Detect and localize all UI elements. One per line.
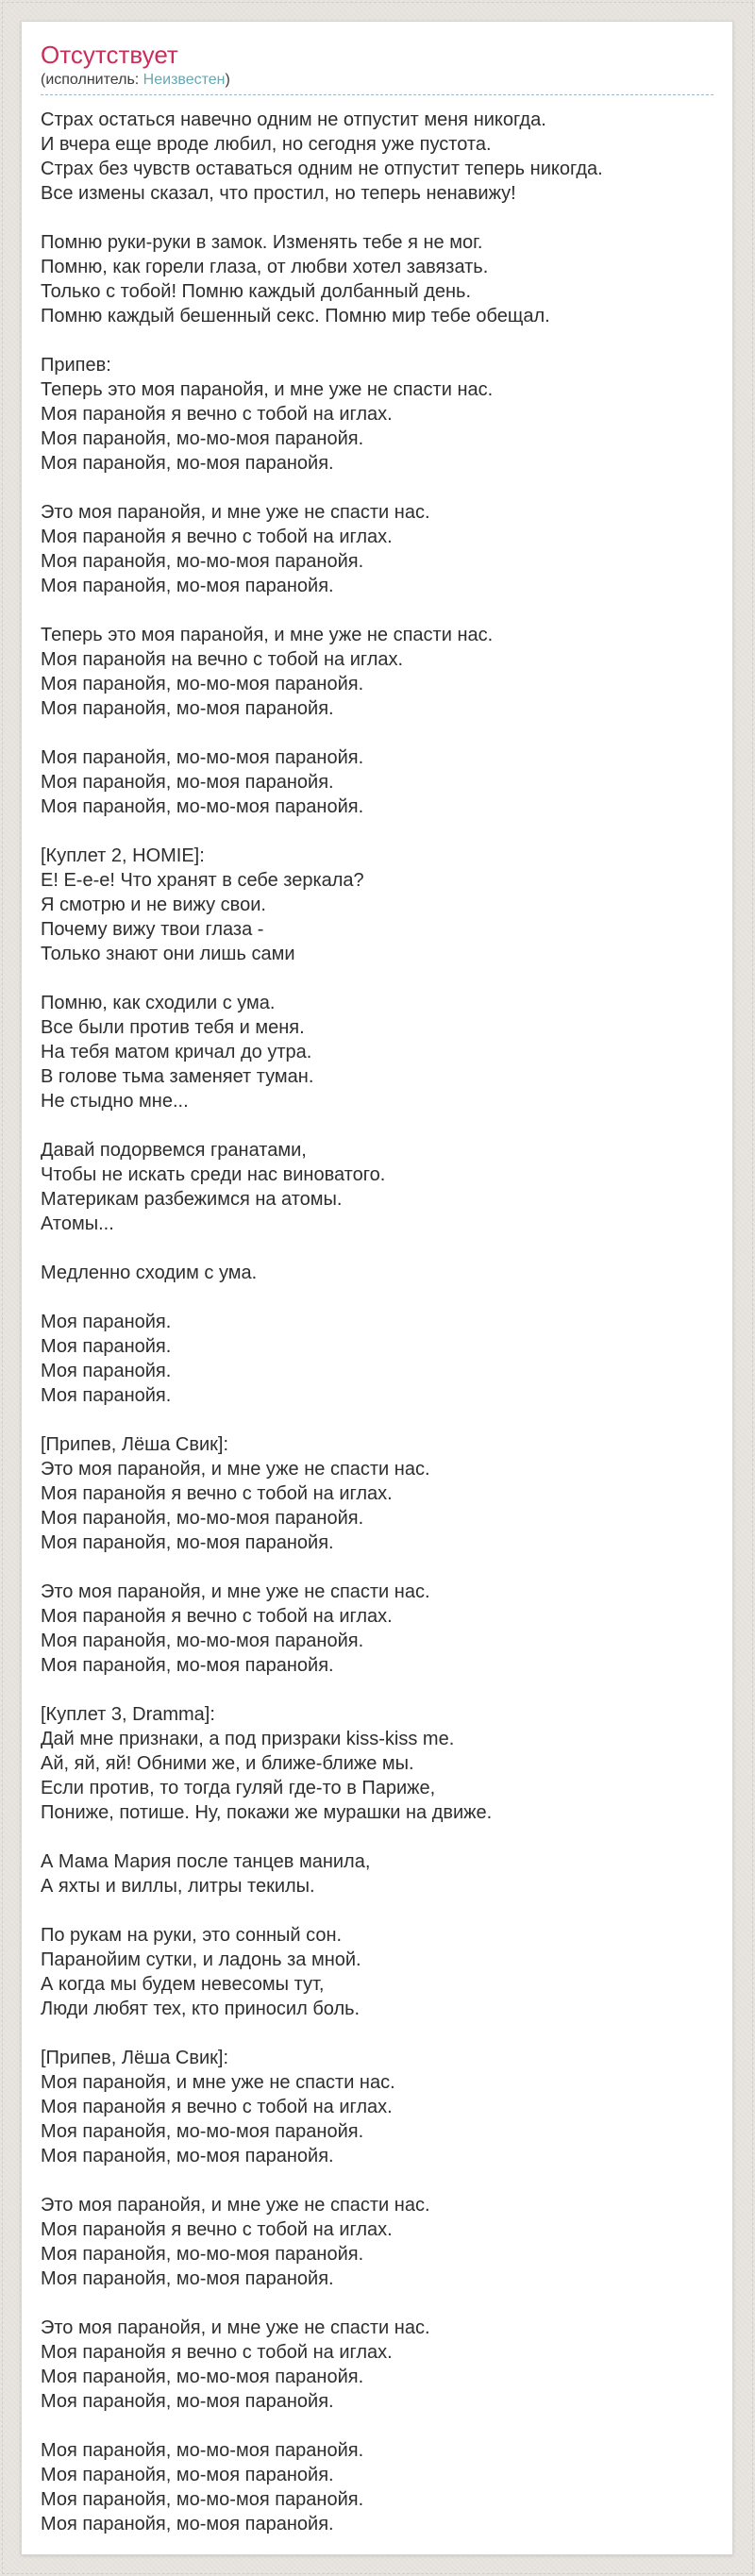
artist-label: (исполнитель: xyxy=(41,72,143,88)
artist-close-paren: ) xyxy=(225,72,230,88)
stanza: Теперь это моя паранойя, и мне уже не спасти нас. Моя паранойя на вечно с тобой на иглах. Моя паранойя, мо-мо-моя паранойя. Моя паранойя, мо-моя паранойя. xyxy=(41,625,494,719)
stanza: [Припев, Лёша Свик]: Это моя паранойя, и мне уже не спасти нас. Моя паранойя я вечно с тобой на иглах. Моя паранойя, мо-мо-моя паранойя. Моя паранойя, мо-моя паранойя. xyxy=(41,1434,430,1553)
stanza: Это моя паранойя, и мне уже не спасти нас. Моя паранойя я вечно с тобой на иглах. Моя паранойя, мо-мо-моя паранойя. Моя паранойя, мо-моя паранойя. xyxy=(41,2317,430,2412)
header-divider xyxy=(41,94,713,95)
stanza: А Мама Мария после танцев манила, А яхты и виллы, литры текилы. xyxy=(41,1851,371,1897)
stanza: Моя паранойя. Моя паранойя. Моя паранойя. Моя паранойя. xyxy=(41,1312,172,1406)
stanza: Это моя паранойя, и мне уже не спасти нас. Моя паранойя я вечно с тобой на иглах. Моя паранойя, мо-мо-моя паранойя. Моя паранойя, мо-моя паранойя. xyxy=(41,502,430,596)
stanza: Припев: Теперь это моя паранойя, и мне уже не спасти нас. Моя паранойя я вечно с тобой на иглах. Моя паранойя, мо-мо-моя паранойя. Моя паранойя, мо-моя паранойя. xyxy=(41,355,494,474)
stanza: [Припев, Лёша Свик]: Моя паранойя, и мне уже не спасти нас. Моя паранойя я вечно с тобой на иглах. Моя паранойя, мо-мо-моя паранойя. Моя паранойя, мо-моя паранойя. xyxy=(41,2048,395,2166)
lyrics-card xyxy=(21,21,733,2555)
stanza: Давай подорвемся гранатами, Чтобы не искать среди нас виноватого. Материкам разбежимся на атомы. Атомы... xyxy=(41,1140,386,1234)
stanza: Помню руки-руки в замок. Изменять тебе я не мог. Помню, как горели глаза, от любви хотел завязать. Только с тобой! Помню каждый долбанный день. Помню каждый бешенный секс. Помню мир тебе обещал. xyxy=(41,232,550,326)
artist-link[interactable]: Неизвестен xyxy=(143,72,226,88)
artist-line xyxy=(41,71,713,90)
stanza: Медленно сходим с ума. xyxy=(41,1263,258,1283)
song-title: Отсутствует xyxy=(41,41,178,69)
stanza: Страх остаться навечно одним не отпустит меня никогда. И вчера еще вроде любил, но сегодня уже пустота. Страх без чувств оставаться одним не отпустит теперь никогда. Все измены сказал, что простил, но теперь ненавижу! xyxy=(41,109,603,204)
stanza: Моя паранойя, мо-мо-моя паранойя. Моя паранойя, мо-моя паранойя. Моя паранойя, мо-мо-моя паранойя. Моя паранойя, мо-моя паранойя. xyxy=(41,2440,364,2534)
stanza: Это моя паранойя, и мне уже не спасти нас. Моя паранойя я вечно с тобой на иглах. Моя паранойя, мо-мо-моя паранойя. Моя паранойя, мо-моя паранойя. xyxy=(41,1581,430,1676)
stanza: Помню, как сходили с ума. Все были против тебя и меня. На тебя матом кричал до утра. В голове тьма заменяет туман. Не стыдно мне... xyxy=(41,993,314,1112)
stanza: [Куплет 2, HOMIE]: Е! Е-е-е! Что хранят в себе зеркала? Я смотрю и не вижу свои. Почему вижу твои глаза - Только знают они лишь сами xyxy=(41,845,364,964)
stanza: Это моя паранойя, и мне уже не спасти нас. Моя паранойя я вечно с тобой на иглах. Моя паранойя, мо-мо-моя паранойя. Моя паранойя, мо-моя паранойя. xyxy=(41,2195,430,2289)
lyrics-text xyxy=(41,108,713,2536)
stanza: Моя паранойя, мо-мо-моя паранойя. Моя паранойя, мо-моя паранойя. Моя паранойя, мо-мо-моя паранойя. xyxy=(41,747,364,817)
stanza: По рукам на руки, это сонный сон. Паранойим сутки, и ладонь за мной. А когда мы будем невесомы тут, Люди любят тех, кто приносил боль. xyxy=(41,1925,361,2019)
stanza: [Куплет 3, Dramma]: Дай мне признаки, а под призраки kiss-kiss me. Ай, яй, яй! Обними же, и ближе-ближе мы. Если против, то тогда гуляй где-то в Париже, Пониже, потише. Ну, покажи же мурашки на движе. xyxy=(41,1704,493,1823)
